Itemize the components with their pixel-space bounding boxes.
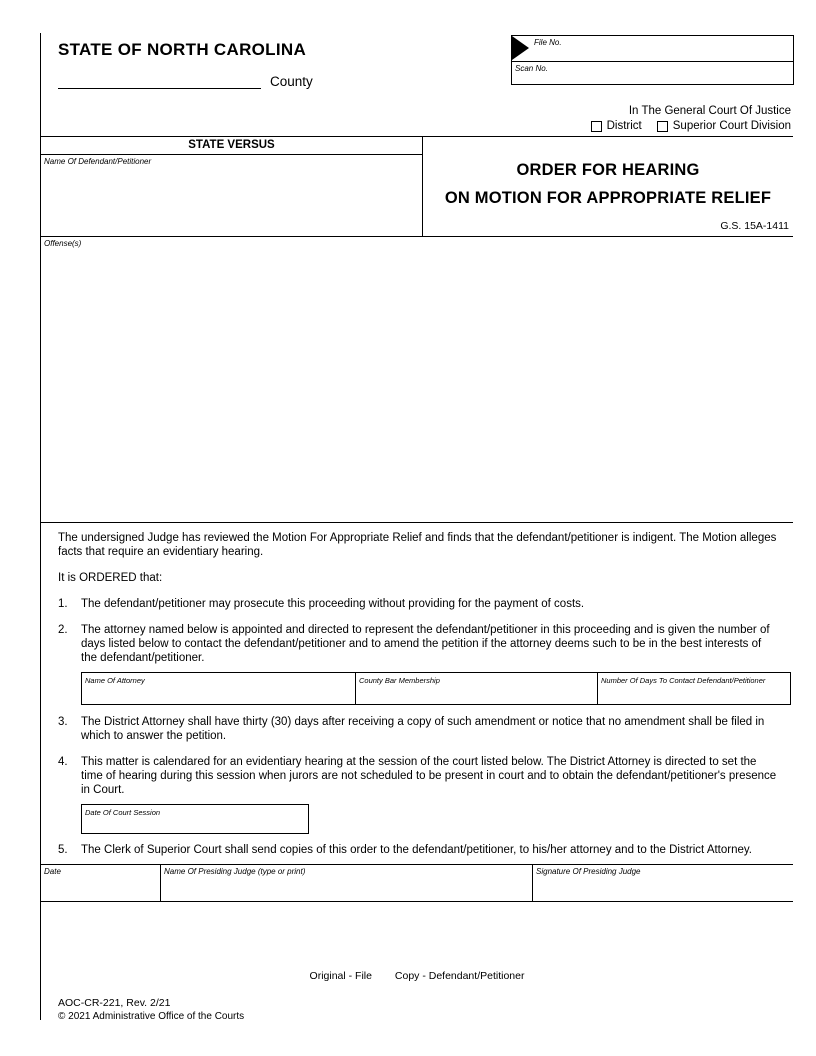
judge-signature-label: Signature Of Presiding Judge xyxy=(536,867,641,876)
county-row xyxy=(58,73,313,89)
distribution-copy: Copy - Defendant/Petitioner xyxy=(394,970,525,982)
statute-reference: G.S. 15A-1411 xyxy=(720,220,789,232)
form-title-line1: ORDER FOR HEARING xyxy=(516,161,700,179)
signature-row xyxy=(41,864,793,902)
form-footer xyxy=(41,902,793,1020)
state-versus-header: STATE VERSUS xyxy=(41,137,422,155)
file-no-pointer-icon xyxy=(512,36,529,60)
file-scan-boxes xyxy=(511,35,794,85)
county-label: County xyxy=(270,74,313,89)
item-3-text: The District Attorney shall have thirty (30) days after receiving a copy of such amendment or notice that no amendment shall be filed in which to answer the petition. xyxy=(81,716,765,742)
judge-name-field[interactable] xyxy=(161,865,533,901)
offenses-label: Offense(s) xyxy=(44,239,82,248)
judge-name-label: Name Of Presiding Judge (type or print) xyxy=(164,867,306,876)
item-1-text: The defendant/petitioner may prosecute this proceeding without providing for the payment of costs. xyxy=(81,598,585,610)
form-number: AOC-CR-221, Rev. 2/21 xyxy=(58,997,171,1009)
scan-no-field[interactable] xyxy=(512,62,793,84)
item-4-number: 4. xyxy=(58,756,68,768)
judge-signature-field[interactable] xyxy=(533,865,793,901)
county-input-blank[interactable] xyxy=(58,73,261,89)
court-session-date-field[interactable] xyxy=(81,804,309,834)
superior-checkbox[interactable] xyxy=(657,121,668,132)
file-no-label: File No. xyxy=(534,38,562,47)
signature-date-field[interactable] xyxy=(41,865,161,901)
state-title: STATE OF NORTH CAROLINA xyxy=(58,40,307,59)
district-checkbox[interactable] xyxy=(591,121,602,132)
scan-no-label: Scan No. xyxy=(515,64,548,73)
item-3-number: 3. xyxy=(58,716,68,728)
attorney-table xyxy=(81,672,791,705)
county-bar-membership-field[interactable] xyxy=(356,673,598,704)
days-to-contact-field[interactable] xyxy=(598,673,790,704)
order-item-1 xyxy=(58,597,780,611)
order-item-3 xyxy=(58,715,780,743)
caption-section xyxy=(41,137,793,237)
item-5-number: 5. xyxy=(58,844,68,856)
order-item-4 xyxy=(58,755,780,797)
item-4-text: This matter is calendared for an evidentiary hearing at the session of the court listed below. The District Attorney is directed to set the time of hearing during this session when jurors are not scheduled to be present in court and to obtain the defendant/petitioner's presence in Court. xyxy=(81,756,777,796)
ordered-lead: It is ORDERED that: xyxy=(58,572,163,584)
form-title-line2: ON MOTION FOR APPROPRIATE RELIEF xyxy=(444,189,772,207)
order-text-section xyxy=(41,523,793,857)
copyright-line: © 2021 Administrative Office of the Courts xyxy=(58,1011,245,1022)
superior-label: Superior Court Division xyxy=(672,120,791,132)
division-options xyxy=(591,120,791,132)
district-label: District xyxy=(606,120,642,132)
signature-date-label: Date xyxy=(44,867,61,876)
county-bar-membership-label: County Bar Membership xyxy=(359,676,440,685)
attorney-name-label: Name Of Attorney xyxy=(85,676,145,685)
form-body xyxy=(40,33,793,1020)
caption-right xyxy=(423,137,793,236)
order-item-2 xyxy=(58,623,780,665)
days-to-contact-label: Number Of Days To Contact Defendant/Petitioner xyxy=(601,676,766,685)
distribution-line xyxy=(41,902,793,982)
distribution-original: Original - File xyxy=(309,970,372,982)
attorney-name-field[interactable] xyxy=(82,673,356,704)
form-header xyxy=(41,33,793,137)
file-no-field[interactable] xyxy=(512,36,793,62)
defendant-name-field[interactable] xyxy=(41,155,422,166)
order-item-5 xyxy=(58,843,780,857)
item-2-number: 2. xyxy=(58,624,68,636)
court-session-date-label: Date Of Court Session xyxy=(85,808,161,817)
item-2-text: The attorney named below is appointed and directed to represent the defendant/petitioner in this proceeding and is given the number of days listed below to contact the defendant/petitioner and to amend the petition if the attorney deems such to be in the best interests of the defendant/petitioner. xyxy=(81,624,770,664)
item-5-text: The Clerk of Superior Court shall send copies of this order to the defendant/petitioner, to his/her attorney and to the District Attorney. xyxy=(81,844,752,856)
caption-left xyxy=(41,137,423,236)
court-title: In The General Court Of Justice xyxy=(628,105,791,117)
item-1-number: 1. xyxy=(58,598,68,610)
intro-paragraph: The undersigned Judge has reviewed the Motion For Appropriate Relief and finds that the defendant/petitioner is indigent. The Motion alleges facts that require an evidentiary hearing. xyxy=(58,532,777,558)
defendant-name-label: Name Of Defendant/Petitioner xyxy=(44,157,152,166)
offenses-field[interactable] xyxy=(41,237,793,523)
